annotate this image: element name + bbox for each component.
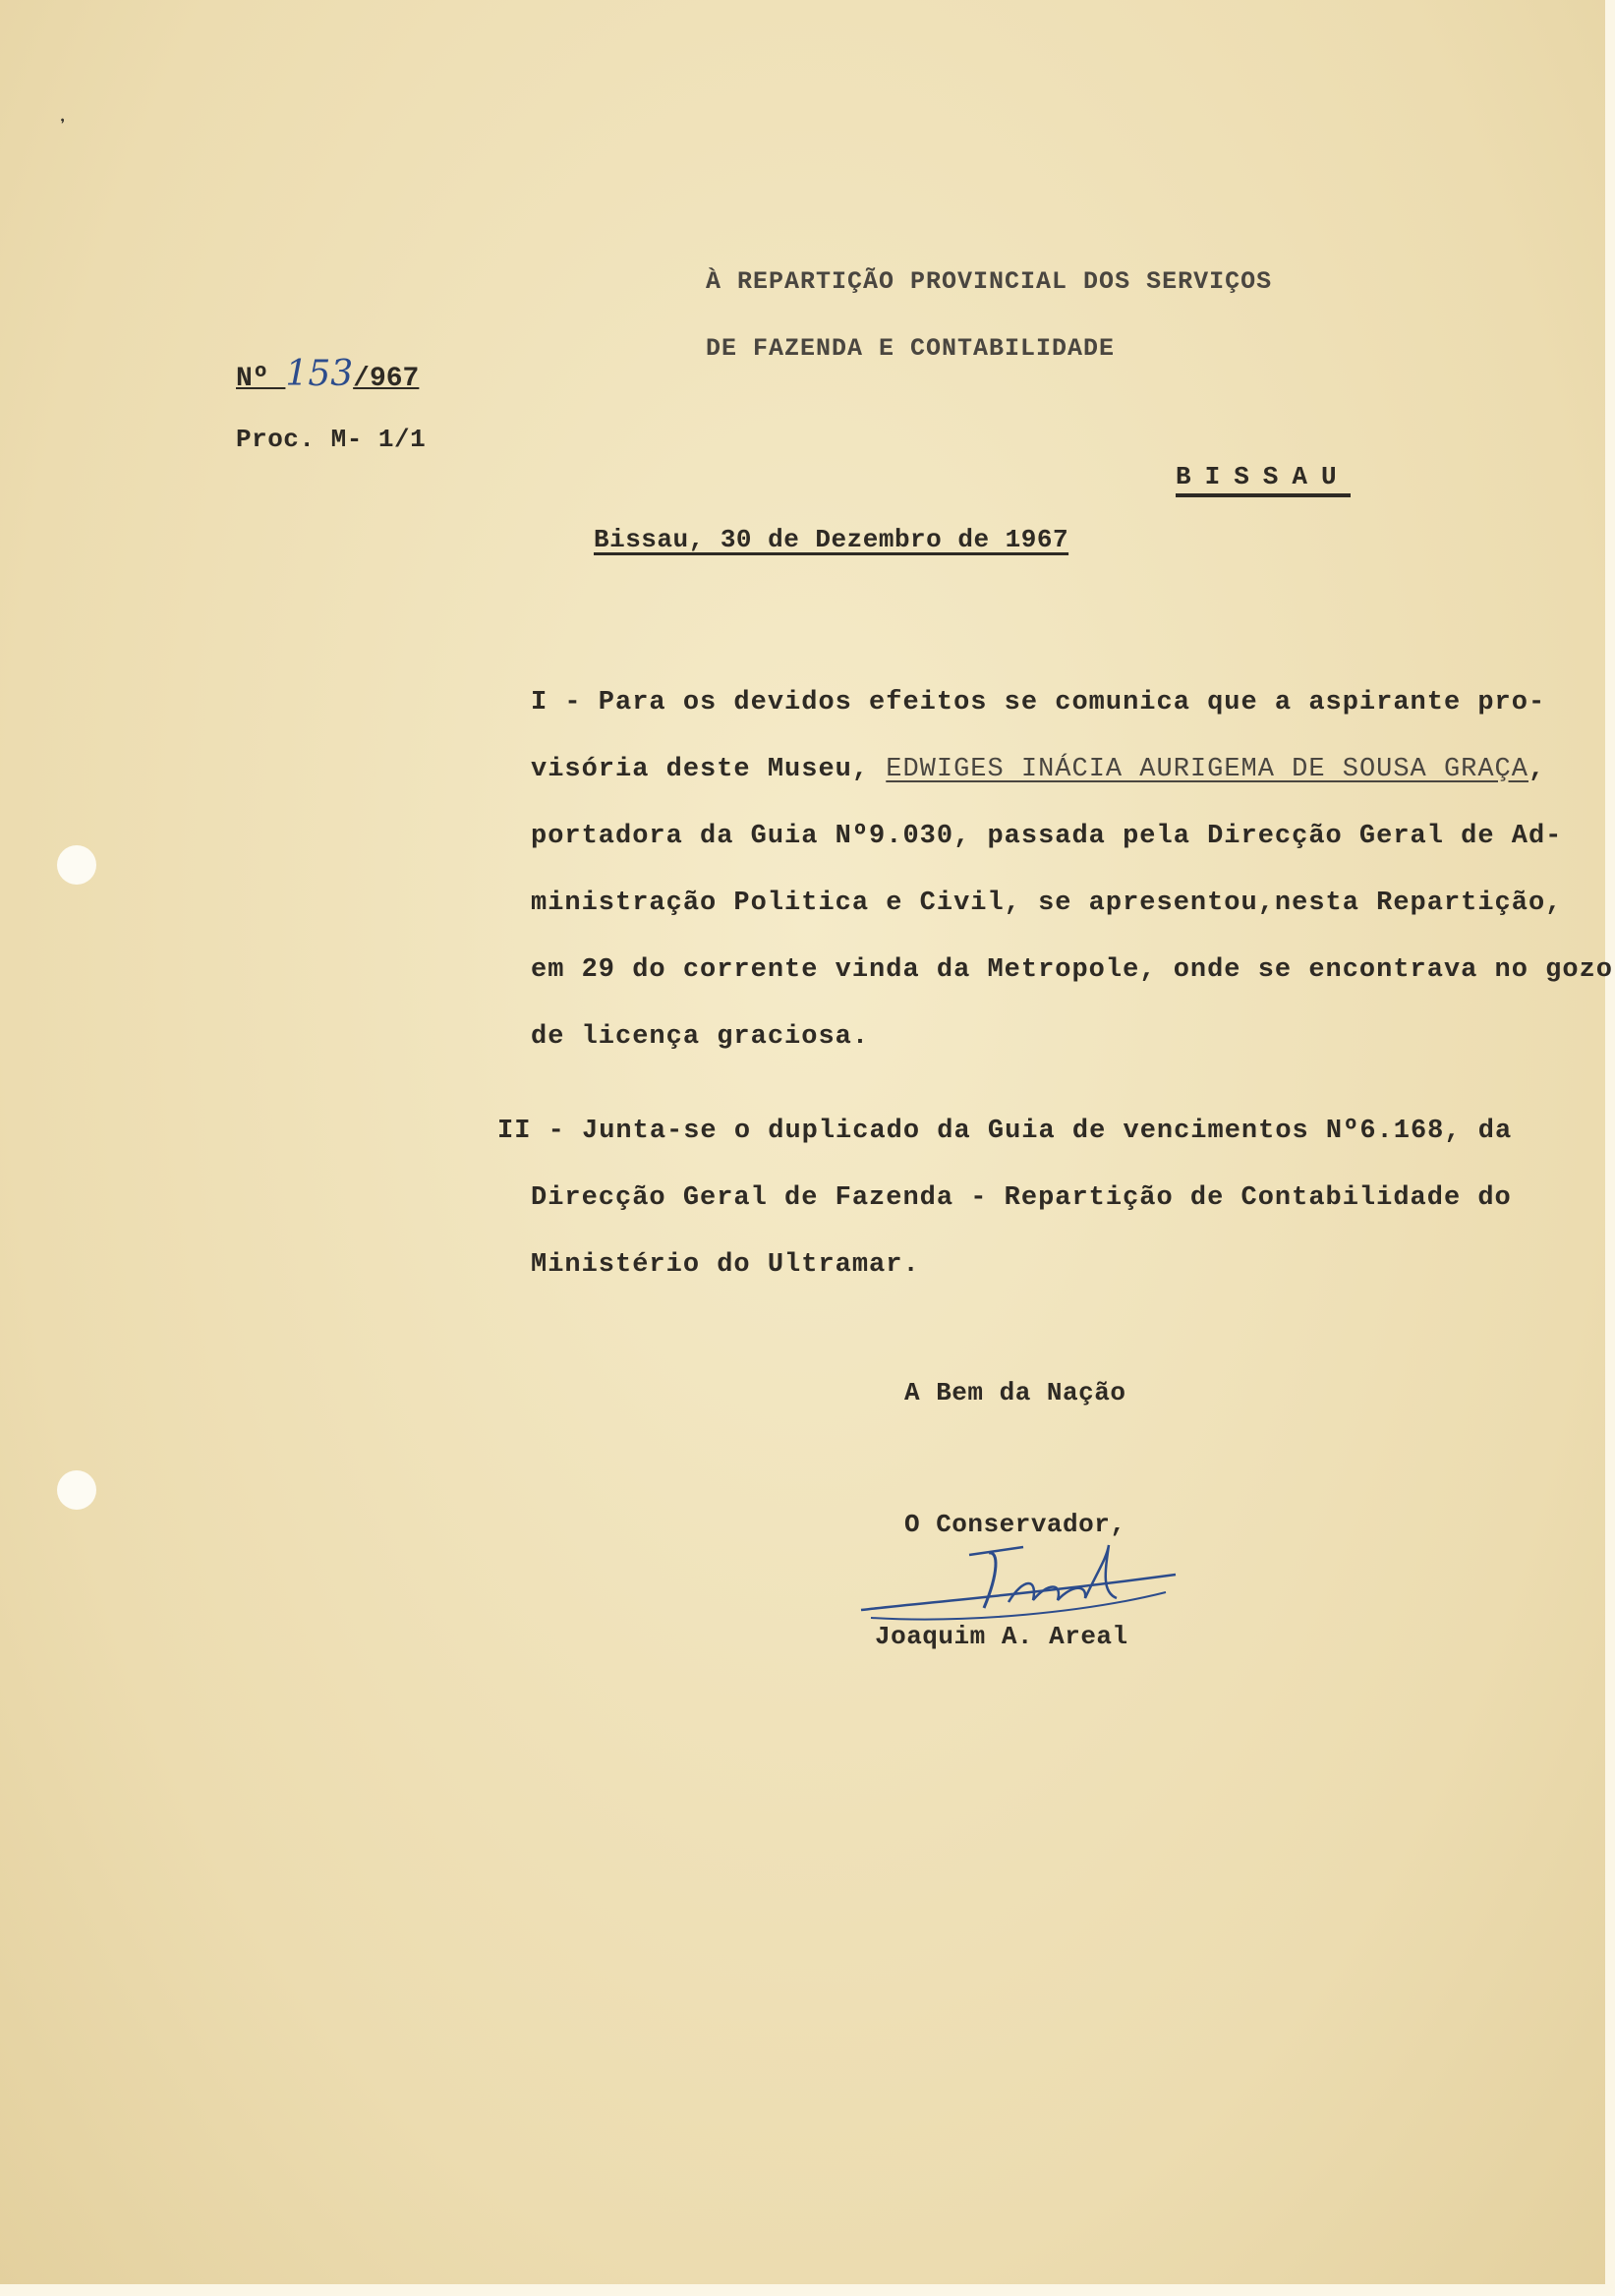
closing-salutation: A Bem da Nação: [904, 1378, 1126, 1407]
paragraph-1-line-2-start: visória deste Museu,: [531, 755, 887, 784]
page-edge-bottom: [0, 2284, 1615, 2296]
reference-number: [236, 354, 419, 394]
paragraph-2-line-1: II - Junta-se o duplicado da Guia de vencimentos Nº6.168, da: [497, 1117, 1513, 1146]
handwritten-signature: [851, 1533, 1185, 1632]
signatory-title: O Conservador,: [904, 1510, 1126, 1539]
margin-mark: ᾽: [57, 118, 68, 143]
date-line: Bissau, 30 de Dezembro de 1967: [594, 525, 1069, 554]
punch-hole-top: [57, 845, 96, 885]
paragraph-2-line-3: Ministério do Ultramar.: [531, 1250, 920, 1280]
reference-year: /967: [353, 364, 420, 394]
page-edge-right: [1605, 0, 1615, 2296]
reference-handwritten-number: 153: [285, 354, 354, 394]
process-reference: Proc. M- 1/1: [236, 425, 427, 454]
paragraph-1-line-4: ministração Politica e Civil, se apresentou,nesta Repartição,: [531, 889, 1563, 918]
reference-prefix: Nº: [236, 364, 286, 394]
city-heading: BISSAU: [1176, 462, 1351, 497]
paragraph-1-line-3: portadora da Guia Nº9.030, passada pela Direcção Geral de Ad-: [531, 822, 1563, 851]
addressee-line-2: DE FAZENDA E CONTABILIDADE: [706, 334, 1116, 363]
paragraph-1-line-5: em 29 do corrente vinda da Metropole, onde se encontrava no gozo: [531, 955, 1613, 985]
paragraph-1-line-6: de licença graciosa.: [531, 1022, 870, 1052]
punch-hole-bottom: [57, 1470, 96, 1510]
signatory-name: Joaquim A. Areal: [875, 1622, 1128, 1651]
aspirant-name: EDWIGES INÁCIA AURIGEMA DE SOUSA GRAÇA: [886, 755, 1528, 784]
paragraph-2-line-2: Direcção Geral de Fazenda - Repartição de Contabilidade do: [531, 1183, 1512, 1213]
paragraph-1-line-1: I - Para os devidos efeitos se comunica que a aspirante pro-: [531, 688, 1546, 718]
addressee-line-1: À REPARTIÇÃO PROVINCIAL DOS SERVIÇOS: [706, 267, 1273, 296]
paragraph-1-line-2-end: ,: [1528, 755, 1546, 784]
paragraph-1-line-2: [531, 755, 1545, 784]
